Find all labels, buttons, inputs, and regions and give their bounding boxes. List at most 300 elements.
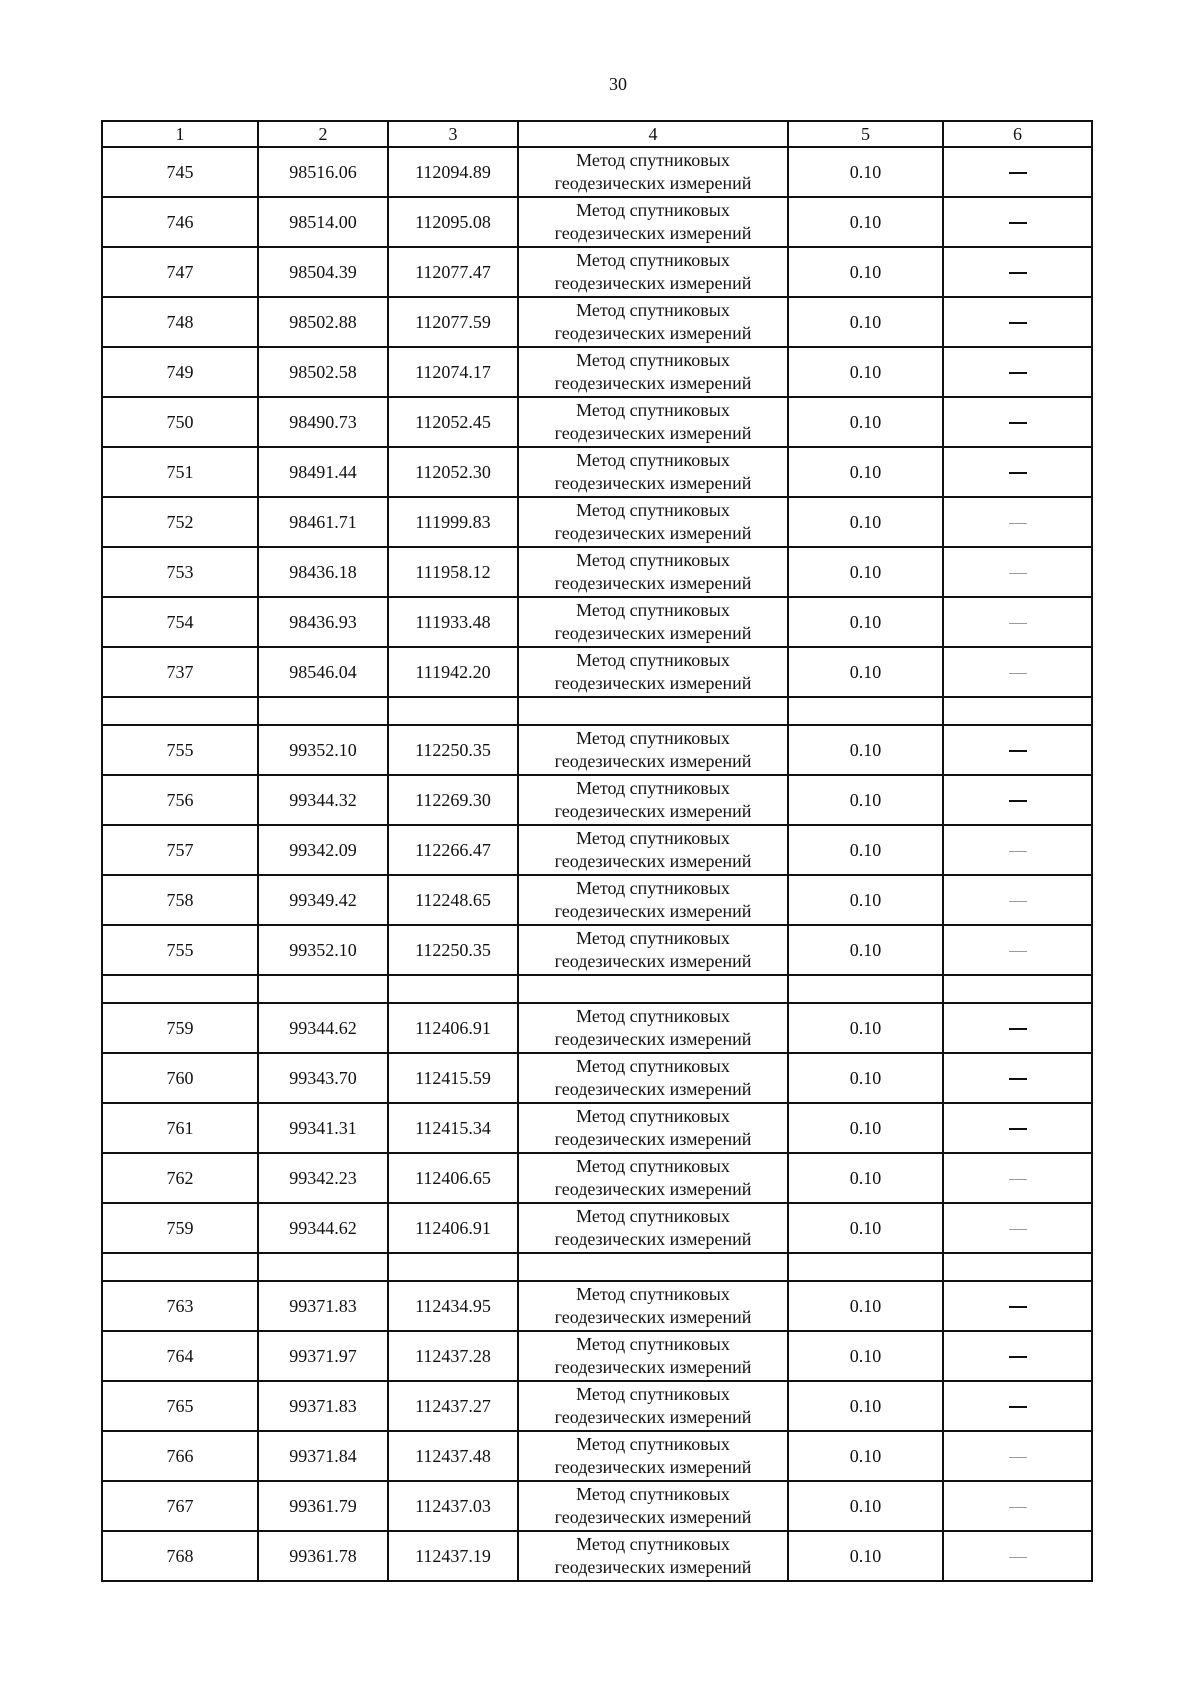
x-coordinate-cell: 98436.18 <box>258 547 388 597</box>
method-line: геодезических измерений <box>554 173 752 193</box>
table-row <box>102 447 1092 497</box>
dash-cell <box>943 547 1092 597</box>
accuracy-cell: 0.10 <box>788 1431 943 1481</box>
header-cell: 6 <box>943 121 1092 147</box>
header-cell: 3 <box>388 121 518 147</box>
method-cell <box>518 497 788 547</box>
table-separator-row <box>102 975 1092 1003</box>
empty-cell <box>943 975 1092 1003</box>
y-coordinate-cell: 112437.19 <box>388 1531 518 1581</box>
x-coordinate-cell: 99342.23 <box>258 1153 388 1203</box>
y-coordinate-cell: 112437.03 <box>388 1481 518 1531</box>
empty-cell <box>943 697 1092 725</box>
empty-cell <box>388 697 518 725</box>
accuracy-cell: 0.10 <box>788 247 943 297</box>
dash-cell <box>943 647 1092 697</box>
accuracy-cell: 0.10 <box>788 197 943 247</box>
method-line: Метод спутниковых <box>576 400 730 420</box>
y-coordinate-cell: 112077.59 <box>388 297 518 347</box>
method-cell <box>518 1281 788 1331</box>
dash-cell <box>943 1003 1092 1053</box>
x-coordinate-cell: 98516.06 <box>258 147 388 197</box>
point-number-cell: 757 <box>102 825 258 875</box>
point-number-cell: 767 <box>102 1481 258 1531</box>
table-row <box>102 1331 1092 1381</box>
point-number-cell: 759 <box>102 1003 258 1053</box>
y-coordinate-cell: 112415.34 <box>388 1103 518 1153</box>
x-coordinate-cell: 99349.42 <box>258 875 388 925</box>
empty-cell <box>788 975 943 1003</box>
dash-cell <box>943 1053 1092 1103</box>
dash-icon <box>1009 422 1027 424</box>
dash-icon <box>1009 623 1027 624</box>
point-number-cell: 745 <box>102 147 258 197</box>
point-number-cell: 737 <box>102 647 258 697</box>
method-line: геодезических измерений <box>554 623 752 643</box>
method-line: Метод спутниковых <box>576 650 730 670</box>
method-line: геодезических измерений <box>554 673 752 693</box>
dash-icon <box>1009 573 1027 574</box>
method-line: геодезических измерений <box>554 1307 752 1327</box>
dash-icon <box>1009 1128 1027 1130</box>
method-cell <box>518 147 788 197</box>
method-cell <box>518 1381 788 1431</box>
empty-cell <box>258 1253 388 1281</box>
accuracy-cell: 0.10 <box>788 1003 943 1053</box>
method-line: Метод спутниковых <box>576 300 730 320</box>
method-cell <box>518 1203 788 1253</box>
dash-cell <box>943 825 1092 875</box>
dash-icon <box>1009 851 1027 852</box>
method-line: Метод спутниковых <box>576 1206 730 1226</box>
dash-cell <box>943 1203 1092 1253</box>
method-line: геодезических измерений <box>554 423 752 443</box>
method-line: геодезических измерений <box>554 1507 752 1527</box>
point-number-cell: 764 <box>102 1331 258 1381</box>
dash-cell <box>943 147 1092 197</box>
table-row <box>102 825 1092 875</box>
empty-cell <box>102 697 258 725</box>
dash-icon <box>1009 372 1027 374</box>
x-coordinate-cell: 99361.78 <box>258 1531 388 1581</box>
header-cell: 1 <box>102 121 258 147</box>
method-line: геодезических измерений <box>554 1229 752 1249</box>
accuracy-cell: 0.10 <box>788 647 943 697</box>
y-coordinate-cell: 112248.65 <box>388 875 518 925</box>
y-coordinate-cell: 112250.35 <box>388 925 518 975</box>
method-line: Метод спутниковых <box>576 1434 730 1454</box>
dash-cell <box>943 1481 1092 1531</box>
method-line: Метод спутниковых <box>576 1284 730 1304</box>
dash-icon <box>1009 1507 1027 1508</box>
dash-icon <box>1009 472 1027 474</box>
accuracy-cell: 0.10 <box>788 875 943 925</box>
method-line: геодезических измерений <box>554 1079 752 1099</box>
dash-cell <box>943 1103 1092 1153</box>
x-coordinate-cell: 99344.62 <box>258 1203 388 1253</box>
y-coordinate-cell: 112052.30 <box>388 447 518 497</box>
method-line: Метод спутниковых <box>576 1534 730 1554</box>
method-cell <box>518 825 788 875</box>
table-row <box>102 775 1092 825</box>
dash-cell <box>943 447 1092 497</box>
dash-icon <box>1009 523 1027 524</box>
dash-cell <box>943 197 1092 247</box>
method-line: геодезических измерений <box>554 1457 752 1477</box>
point-number-cell: 749 <box>102 347 258 397</box>
table-row <box>102 1481 1092 1531</box>
y-coordinate-cell: 112437.27 <box>388 1381 518 1431</box>
table-row <box>102 1431 1092 1481</box>
point-number-cell: 753 <box>102 547 258 597</box>
empty-cell <box>788 1253 943 1281</box>
table-row <box>102 497 1092 547</box>
y-coordinate-cell: 112406.91 <box>388 1003 518 1053</box>
point-number-cell: 762 <box>102 1153 258 1203</box>
point-number-cell: 754 <box>102 597 258 647</box>
dash-icon <box>1009 1306 1027 1308</box>
method-line: геодезических измерений <box>554 273 752 293</box>
method-cell <box>518 725 788 775</box>
point-number-cell: 759 <box>102 1203 258 1253</box>
accuracy-cell: 0.10 <box>788 1153 943 1203</box>
method-line: геодезических измерений <box>554 523 752 543</box>
x-coordinate-cell: 98514.00 <box>258 197 388 247</box>
empty-cell <box>388 975 518 1003</box>
point-number-cell: 761 <box>102 1103 258 1153</box>
table-separator-row <box>102 697 1092 725</box>
point-number-cell: 766 <box>102 1431 258 1481</box>
dash-icon <box>1009 1078 1027 1080</box>
dash-cell <box>943 1531 1092 1581</box>
accuracy-cell: 0.10 <box>788 147 943 197</box>
x-coordinate-cell: 99341.31 <box>258 1103 388 1153</box>
table-row <box>102 247 1092 297</box>
method-cell <box>518 775 788 825</box>
table-row <box>102 925 1092 975</box>
header-cell: 2 <box>258 121 388 147</box>
method-cell <box>518 197 788 247</box>
accuracy-cell: 0.10 <box>788 547 943 597</box>
method-cell <box>518 547 788 597</box>
empty-cell <box>258 697 388 725</box>
dash-icon <box>1009 673 1027 674</box>
dash-icon <box>1009 1229 1027 1230</box>
header-cell: 5 <box>788 121 943 147</box>
table-row <box>102 1003 1092 1053</box>
x-coordinate-cell: 98546.04 <box>258 647 388 697</box>
method-cell <box>518 875 788 925</box>
point-number-cell: 750 <box>102 397 258 447</box>
x-coordinate-cell: 98502.58 <box>258 347 388 397</box>
method-line: геодезических измерений <box>554 901 752 921</box>
x-coordinate-cell: 98461.71 <box>258 497 388 547</box>
point-number-cell: 752 <box>102 497 258 547</box>
dash-icon <box>1009 322 1027 324</box>
method-line: геодезических измерений <box>554 373 752 393</box>
method-line: Метод спутниковых <box>576 828 730 848</box>
table-row <box>102 347 1092 397</box>
x-coordinate-cell: 99361.79 <box>258 1481 388 1531</box>
table-row <box>102 1531 1092 1581</box>
method-line: геодезических измерений <box>554 1029 752 1049</box>
x-coordinate-cell: 99344.62 <box>258 1003 388 1053</box>
method-cell <box>518 397 788 447</box>
dash-cell <box>943 1381 1092 1431</box>
method-cell <box>518 1103 788 1153</box>
table-row <box>102 875 1092 925</box>
dash-cell <box>943 497 1092 547</box>
method-cell <box>518 247 788 297</box>
accuracy-cell: 0.10 <box>788 925 943 975</box>
y-coordinate-cell: 111933.48 <box>388 597 518 647</box>
empty-cell <box>518 975 788 1003</box>
x-coordinate-cell: 99342.09 <box>258 825 388 875</box>
empty-cell <box>388 1253 518 1281</box>
method-cell <box>518 347 788 397</box>
empty-cell <box>518 1253 788 1281</box>
dash-icon <box>1009 1406 1027 1408</box>
dash-cell <box>943 875 1092 925</box>
method-line: геодезических измерений <box>554 1407 752 1427</box>
dash-icon <box>1009 901 1027 902</box>
dash-cell <box>943 247 1092 297</box>
x-coordinate-cell: 99371.84 <box>258 1431 388 1481</box>
point-number-cell: 755 <box>102 925 258 975</box>
dash-cell <box>943 597 1092 647</box>
accuracy-cell: 0.10 <box>788 447 943 497</box>
x-coordinate-cell: 99344.32 <box>258 775 388 825</box>
accuracy-cell: 0.10 <box>788 1281 943 1331</box>
y-coordinate-cell: 112266.47 <box>388 825 518 875</box>
y-coordinate-cell: 112269.30 <box>388 775 518 825</box>
dash-icon <box>1009 222 1027 224</box>
accuracy-cell: 0.10 <box>788 497 943 547</box>
method-line: геодезических измерений <box>554 851 752 871</box>
accuracy-cell: 0.10 <box>788 1381 943 1431</box>
method-line: Метод спутниковых <box>576 1106 730 1126</box>
method-line: Метод спутниковых <box>576 150 730 170</box>
dash-cell <box>943 725 1092 775</box>
x-coordinate-cell: 98491.44 <box>258 447 388 497</box>
table-row <box>102 597 1092 647</box>
method-line: Метод спутниковых <box>576 450 730 470</box>
point-number-cell: 763 <box>102 1281 258 1331</box>
accuracy-cell: 0.10 <box>788 297 943 347</box>
method-cell <box>518 1331 788 1381</box>
method-cell <box>518 1153 788 1203</box>
y-coordinate-cell: 111958.12 <box>388 547 518 597</box>
point-number-cell: 760 <box>102 1053 258 1103</box>
point-number-cell: 746 <box>102 197 258 247</box>
x-coordinate-cell: 98436.93 <box>258 597 388 647</box>
dash-cell <box>943 1431 1092 1481</box>
point-number-cell: 751 <box>102 447 258 497</box>
dash-icon <box>1009 172 1027 174</box>
point-number-cell: 756 <box>102 775 258 825</box>
dash-icon <box>1009 750 1027 752</box>
empty-cell <box>943 1253 1092 1281</box>
y-coordinate-cell: 112406.65 <box>388 1153 518 1203</box>
point-number-cell: 748 <box>102 297 258 347</box>
dash-cell <box>943 1281 1092 1331</box>
table-row <box>102 297 1092 347</box>
dash-icon <box>1009 800 1027 802</box>
method-line: Метод спутниковых <box>576 1056 730 1076</box>
method-cell <box>518 647 788 697</box>
y-coordinate-cell: 112077.47 <box>388 247 518 297</box>
method-line: Метод спутниковых <box>576 600 730 620</box>
accuracy-cell: 0.10 <box>788 825 943 875</box>
y-coordinate-cell: 112434.95 <box>388 1281 518 1331</box>
x-coordinate-cell: 99352.10 <box>258 925 388 975</box>
dash-icon <box>1009 951 1027 952</box>
x-coordinate-cell: 99371.97 <box>258 1331 388 1381</box>
dash-cell <box>943 1153 1092 1203</box>
method-line: Метод спутниковых <box>576 550 730 570</box>
y-coordinate-cell: 112094.89 <box>388 147 518 197</box>
method-cell <box>518 597 788 647</box>
accuracy-cell: 0.10 <box>788 597 943 647</box>
method-cell <box>518 1053 788 1103</box>
dash-cell <box>943 925 1092 975</box>
y-coordinate-cell: 112052.45 <box>388 397 518 447</box>
method-cell <box>518 1003 788 1053</box>
method-line: геодезических измерений <box>554 223 752 243</box>
y-coordinate-cell: 112415.59 <box>388 1053 518 1103</box>
accuracy-cell: 0.10 <box>788 1331 943 1381</box>
dash-cell <box>943 1331 1092 1381</box>
table-row <box>102 725 1092 775</box>
empty-cell <box>518 697 788 725</box>
table-row <box>102 1153 1092 1203</box>
dash-cell <box>943 347 1092 397</box>
table-row <box>102 1281 1092 1331</box>
dash-icon <box>1009 1179 1027 1180</box>
method-line: Метод спутниковых <box>576 1384 730 1404</box>
table-separator-row <box>102 1253 1092 1281</box>
method-line: геодезических измерений <box>554 801 752 821</box>
dash-icon <box>1009 1028 1027 1030</box>
x-coordinate-cell: 99352.10 <box>258 725 388 775</box>
table-row <box>102 1381 1092 1431</box>
y-coordinate-cell: 112074.17 <box>388 347 518 397</box>
method-line: Метод спутниковых <box>576 250 730 270</box>
point-number-cell: 765 <box>102 1381 258 1431</box>
table-row <box>102 1103 1092 1153</box>
method-cell <box>518 1431 788 1481</box>
x-coordinate-cell: 98490.73 <box>258 397 388 447</box>
method-line: геодезических измерений <box>554 1557 752 1577</box>
method-line: Метод спутниковых <box>576 1156 730 1176</box>
method-line: Метод спутниковых <box>576 500 730 520</box>
point-number-cell: 747 <box>102 247 258 297</box>
accuracy-cell: 0.10 <box>788 725 943 775</box>
accuracy-cell: 0.10 <box>788 1053 943 1103</box>
accuracy-cell: 0.10 <box>788 397 943 447</box>
method-cell <box>518 1531 788 1581</box>
empty-cell <box>102 1253 258 1281</box>
page-number: 30 <box>609 74 627 94</box>
dash-cell <box>943 297 1092 347</box>
table-row <box>102 647 1092 697</box>
accuracy-cell: 0.10 <box>788 1103 943 1153</box>
method-line: Метод спутниковых <box>576 878 730 898</box>
table-row <box>102 197 1092 247</box>
accuracy-cell: 0.10 <box>788 775 943 825</box>
header-cell: 4 <box>518 121 788 147</box>
x-coordinate-cell: 99371.83 <box>258 1381 388 1431</box>
method-line: геодезических измерений <box>554 573 752 593</box>
method-line: Метод спутниковых <box>576 778 730 798</box>
dash-cell <box>943 775 1092 825</box>
method-line: геодезических измерений <box>554 751 752 771</box>
x-coordinate-cell: 98504.39 <box>258 247 388 297</box>
accuracy-cell: 0.10 <box>788 1481 943 1531</box>
dash-icon <box>1009 1457 1027 1458</box>
table-row <box>102 547 1092 597</box>
method-line: геодезических измерений <box>554 1129 752 1149</box>
y-coordinate-cell: 112437.28 <box>388 1331 518 1381</box>
method-cell <box>518 925 788 975</box>
point-number-cell: 768 <box>102 1531 258 1581</box>
accuracy-cell: 0.10 <box>788 1203 943 1253</box>
method-line: Метод спутниковых <box>576 200 730 220</box>
point-number-cell: 758 <box>102 875 258 925</box>
method-line: геодезических измерений <box>554 1179 752 1199</box>
x-coordinate-cell: 99371.83 <box>258 1281 388 1331</box>
accuracy-cell: 0.10 <box>788 347 943 397</box>
y-coordinate-cell: 112406.91 <box>388 1203 518 1253</box>
method-line: геодезических измерений <box>554 323 752 343</box>
empty-cell <box>258 975 388 1003</box>
x-coordinate-cell: 99343.70 <box>258 1053 388 1103</box>
method-cell <box>518 1481 788 1531</box>
method-line: геодезических измерений <box>554 951 752 971</box>
dash-cell <box>943 397 1092 447</box>
table-row <box>102 397 1092 447</box>
method-line: геодезических измерений <box>554 1357 752 1377</box>
dash-icon <box>1009 272 1027 274</box>
method-line: Метод спутниковых <box>576 350 730 370</box>
point-number-cell: 755 <box>102 725 258 775</box>
method-line: Метод спутниковых <box>576 1006 730 1026</box>
empty-cell <box>102 975 258 1003</box>
x-coordinate-cell: 98502.88 <box>258 297 388 347</box>
y-coordinate-cell: 112095.08 <box>388 197 518 247</box>
table-header-row <box>102 121 1092 147</box>
dash-icon <box>1009 1557 1027 1558</box>
method-line: Метод спутниковых <box>576 728 730 748</box>
empty-cell <box>788 697 943 725</box>
y-coordinate-cell: 112437.48 <box>388 1431 518 1481</box>
method-cell <box>518 297 788 347</box>
table-row <box>102 1203 1092 1253</box>
accuracy-cell: 0.10 <box>788 1531 943 1581</box>
coordinates-table <box>101 120 1093 1582</box>
method-line: Метод спутниковых <box>576 1334 730 1354</box>
dash-icon <box>1009 1356 1027 1358</box>
table-row <box>102 147 1092 197</box>
y-coordinate-cell: 111999.83 <box>388 497 518 547</box>
table-row <box>102 1053 1092 1103</box>
method-line: геодезических измерений <box>554 473 752 493</box>
method-line: Метод спутниковых <box>576 928 730 948</box>
method-line: Метод спутниковых <box>576 1484 730 1504</box>
method-cell <box>518 447 788 497</box>
y-coordinate-cell: 111942.20 <box>388 647 518 697</box>
y-coordinate-cell: 112250.35 <box>388 725 518 775</box>
